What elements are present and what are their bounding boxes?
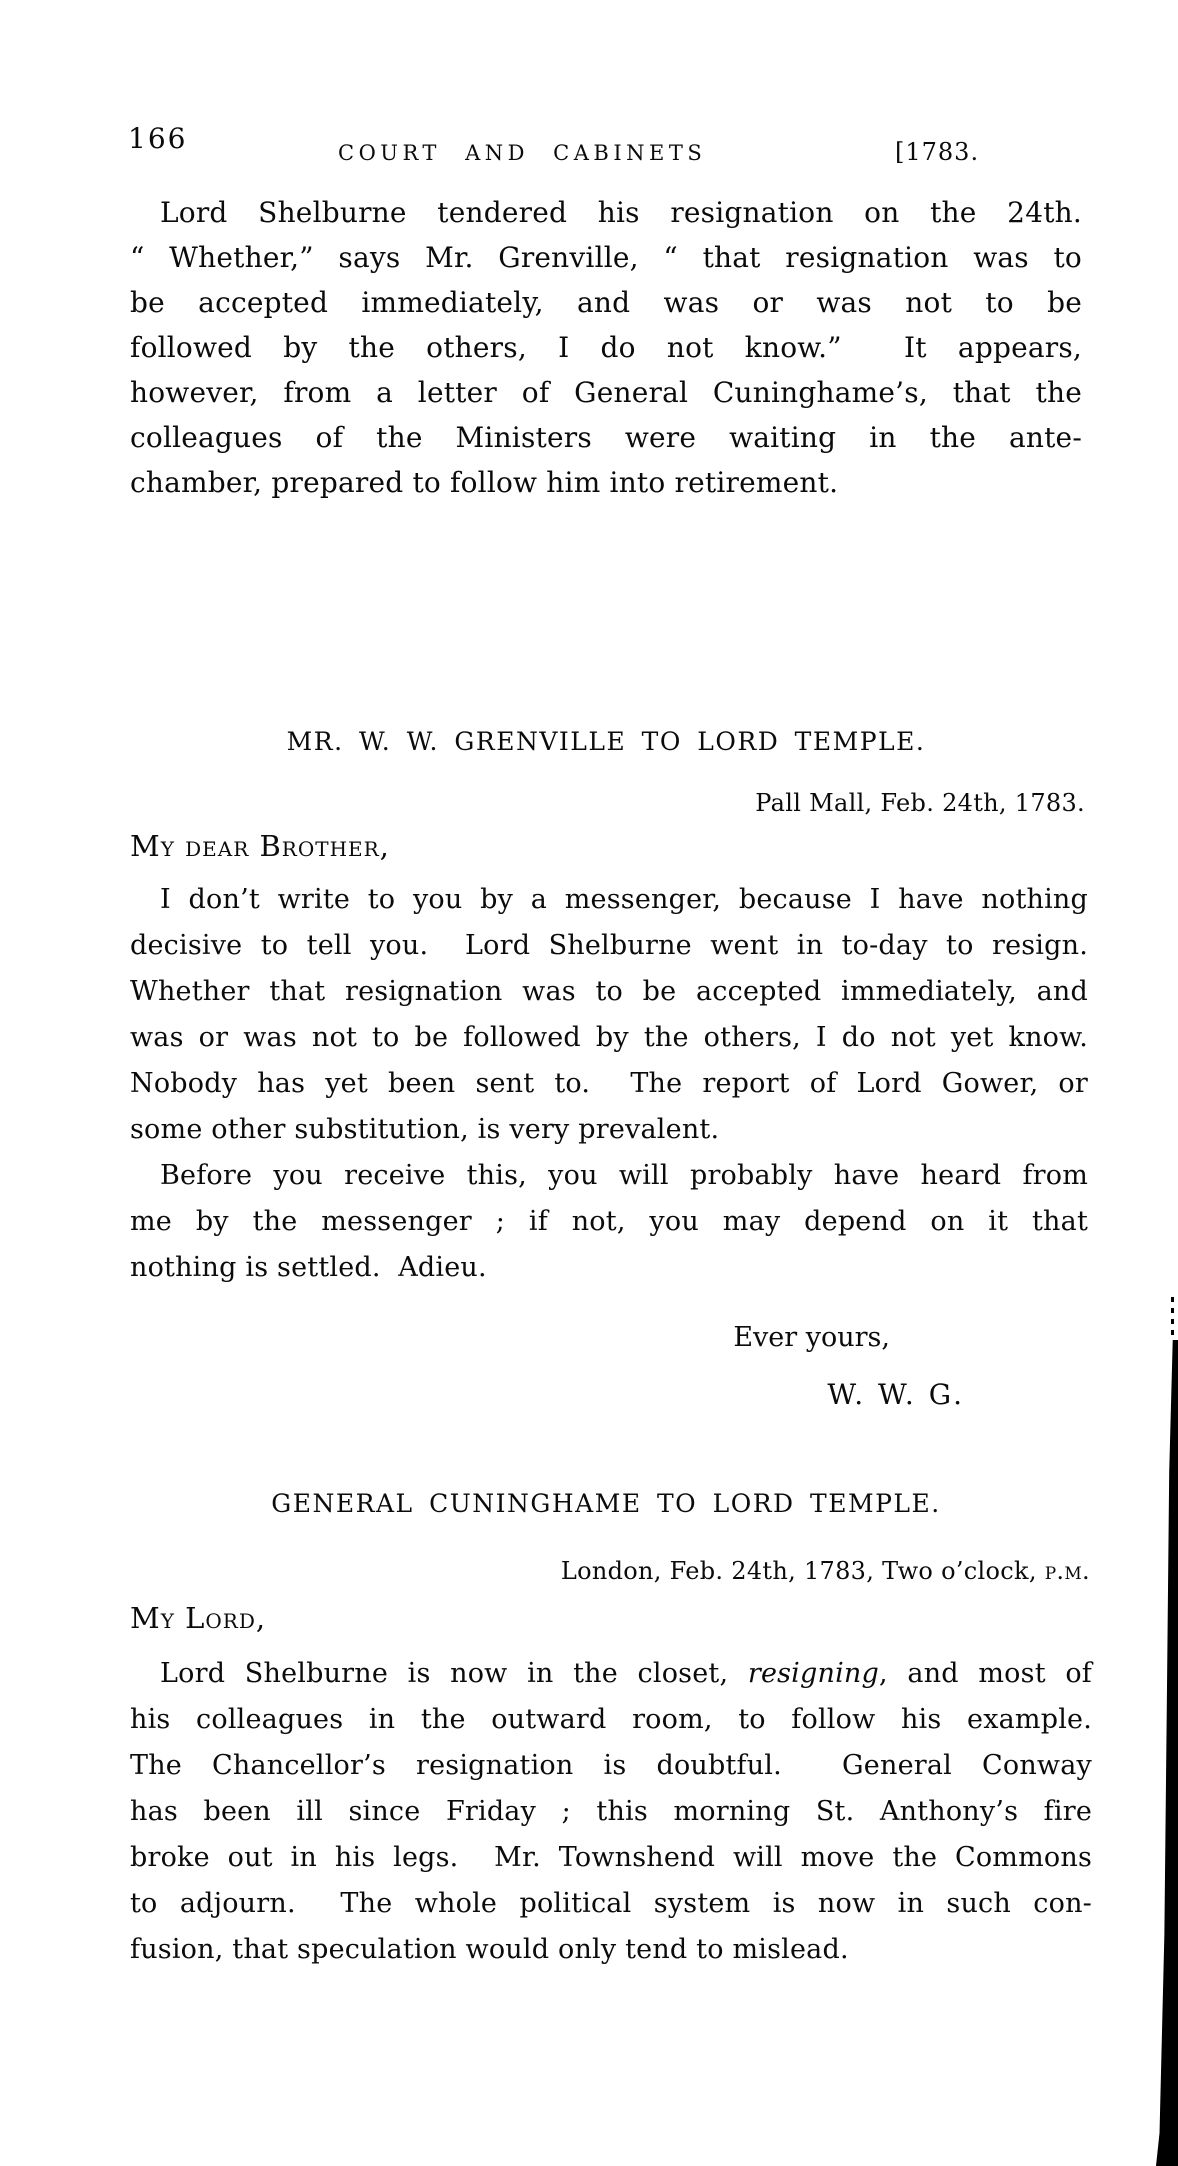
letter-closing: Ever yours, xyxy=(733,1322,890,1353)
text-line: fusion, that speculation would only tend to mislead. xyxy=(130,1934,849,1965)
running-head: COURT AND CABINETS xyxy=(338,141,707,165)
text-line: nothing is settled. Adieu. xyxy=(130,1252,487,1283)
line-segment: Lord Shelburne is now in the closet, xyxy=(160,1658,748,1689)
text-line: The Chancellor’s resignation is doubtful. General Conway xyxy=(130,1750,1092,1781)
text-line: his colleagues in the outward room, to follow his example. xyxy=(130,1704,1092,1735)
italic-word: resigning xyxy=(747,1658,880,1689)
letter-heading-cuninghame: GENERAL CUNINGHAME TO LORD TEMPLE. xyxy=(271,1489,941,1518)
letter-dateline: Pall Mall, Feb. 24th, 1783. xyxy=(755,789,1085,817)
text-line: some other substitution, is very prevalent. xyxy=(130,1114,720,1145)
text-line: Lord Shelburne tendered his resignation on the 24th. xyxy=(160,196,1082,229)
intro-paragraph xyxy=(130,190,1082,505)
letter-salutation: My dear Brother, xyxy=(130,829,390,863)
text-line: has been ill since Friday ; this morning St. Anthony’s fire xyxy=(130,1796,1092,1827)
letter-signature: W. W. G. xyxy=(827,1378,965,1411)
text-line: followed by the others, I do not know.” It appears, xyxy=(130,331,1082,364)
letter-dateline xyxy=(130,1557,1090,1585)
dateline-text: London, Feb. 24th, 1783, Two o’clock, xyxy=(560,1557,1045,1585)
letter-body-cuninghame xyxy=(130,1651,1092,1973)
text-line: colleagues of the Ministers were waiting in the ante- xyxy=(130,421,1082,454)
text-line: me by the messenger ; if not, you may depend on it that xyxy=(130,1206,1088,1237)
letter-body-grenville xyxy=(130,877,1088,1291)
text-line: broke out in his legs. Mr. Townshend will move the Commons xyxy=(130,1842,1092,1873)
text-line: Whether that resignation was to be accepted immediately, and xyxy=(130,976,1088,1007)
text-line: chamber, prepared to follow him into retirement. xyxy=(130,466,839,499)
text-line: Before you receive this, you will probably have heard from xyxy=(160,1160,1088,1191)
line-segment: , and most of xyxy=(879,1658,1092,1689)
text-line: to adjourn. The whole political system is now in such con- xyxy=(130,1888,1092,1919)
dateline-meridiem: p.m. xyxy=(1044,1557,1090,1585)
year-marker: [1783. xyxy=(895,138,980,166)
text-line: “ Whether,” says Mr. Grenville, “ that resignation was to xyxy=(130,241,1082,274)
text-line xyxy=(130,1651,1092,1697)
text-line: be accepted immediately, and was or was not to be xyxy=(130,286,1082,319)
text-line: Nobody has yet been sent to. The report of Lord Gower, or xyxy=(130,1068,1088,1099)
text-line: I don’t write to you by a messenger, because I have nothing xyxy=(160,884,1088,915)
page-number: 166 xyxy=(128,122,188,155)
letter-salutation: My Lord, xyxy=(130,1601,267,1635)
text-line: however, from a letter of General Cuninghame’s, that the xyxy=(130,376,1082,409)
text-line: was or was not to be followed by the others, I do not yet know. xyxy=(130,1022,1088,1053)
scan-edge-dashes xyxy=(1171,1297,1174,1341)
letter-heading-grenville: MR. W. W. GRENVILLE TO LORD TEMPLE. xyxy=(286,727,926,756)
scan-edge-shadow xyxy=(1156,1340,1178,2166)
text-line: decisive to tell you. Lord Shelburne went in to-day to resign. xyxy=(130,930,1088,961)
